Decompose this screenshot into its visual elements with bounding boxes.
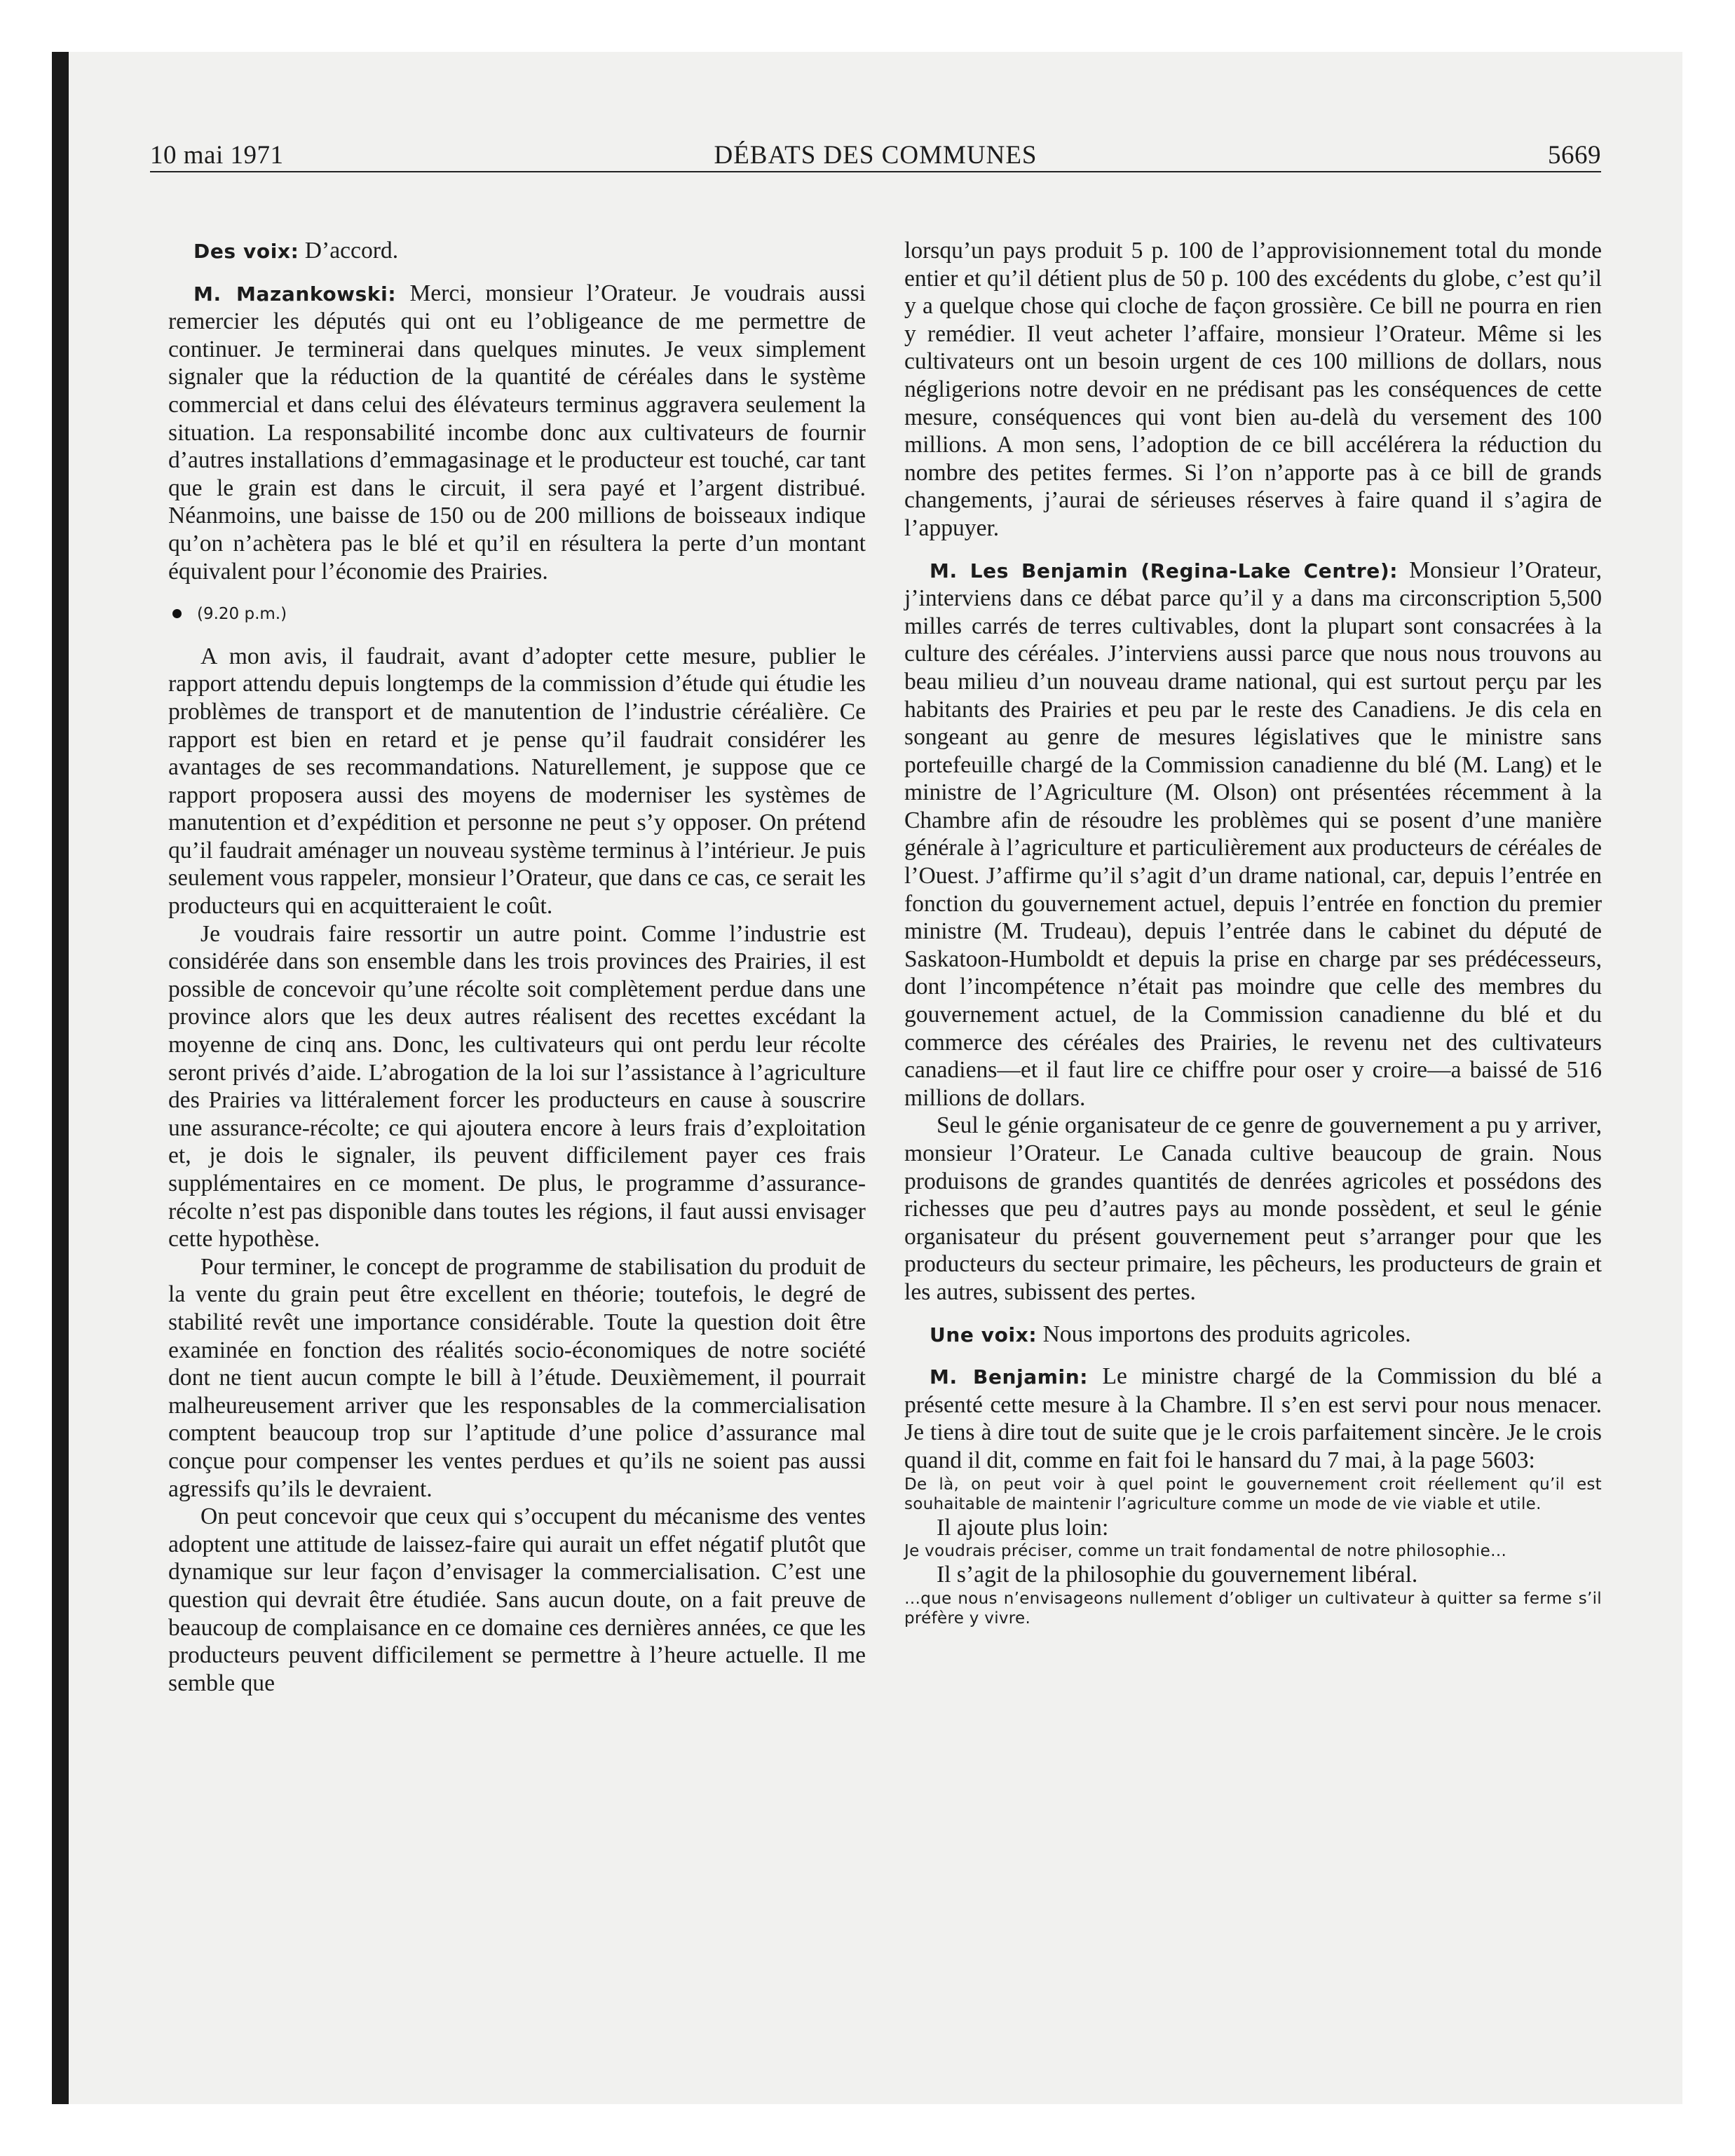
paragraph [168,280,866,586]
scan-binding-edge [52,52,69,2104]
speaker-name: Une voix: [930,1323,1037,1346]
block-quote: …que nous n’envisageons nullement d’obliger un cultivateur à quitter sa ferme s’il préfère y vivre. [904,1589,1602,1628]
block-quote: De là, on peut voir à quel point le gouvernement croit réellement qu’il est souhaitable de maintenir l’agriculture comme un mode de vie viable et utile. [904,1475,1602,1513]
speech-text: Merci, monsieur l’Orateur. Je voudrais aussi remercier les députés qui ont eu l’obligeance de me permettre de continuer. Je terminerai dans quelques minutes. Je veux simplement signaler que la réduction de la quantité de céréales dans le système commercial et dans celui des élévateurs terminus aggravera seulement la situation. La responsabilité incombe donc aux cultivateurs de fournir d’autres installations d’emmagasinage et le producteur est touché, car tant que le grain est dans le circuit, il sera payé et l’argent distribué. Néanmoins, une baisse de 150 ou de 200 millions de boisseaux indique qu’on n’achètera pas le blé et qu’il en résultera la perte d’un montant équivalent pour l’économie des Prairies. [168,280,866,585]
timestamp [168,601,866,629]
page-header [150,140,1601,175]
speech-text: Le ministre chargé de la Commission du blé a présenté cette mesure à la Chambre. Il s’en est servi pour nous menacer. Je tiens à dire tout de suite que je le crois parfaitement sincère. Je le crois quand il dit, comme en fait foi le hansard du 7 mai, à la page 5603: [904,1363,1602,1473]
header-page-number: 5669 [1548,141,1601,170]
paragraph [168,237,866,266]
speaker-name: M. Benjamin: [930,1365,1089,1389]
speaker-name: M. Mazankowski: [193,282,397,306]
paragraph: Seul le génie organisateur de ce genre de gouvernement a pu y arriver, monsieur l’Orateur. Le Canada cultive beaucoup de grain. Nous produisons de grandes quantités de denrées agricoles et possédons des richesses que peu d’autres pays au monde possèdent, et seul le génie organisateur du présent gouvernement peut s’arranger pour que les producteurs du secteur primaire, les pêcheurs, les producteurs de grain et les autres, subissent des pertes. [904,1112,1602,1305]
block-quote: Je voudrais préciser, comme un trait fondamental de notre philosophie… [904,1542,1507,1561]
speech-text: D’accord. [304,238,399,264]
right-column [904,237,1602,1628]
timestamp-text: (9.20 p.m.) [197,605,287,624]
paragraph: Il s’agit de la philosophie du gouvernement libéral. [937,1562,1418,1588]
paragraph: On peut concevoir que ceux qui s’occupent du mécanisme des ventes adoptent une attitude de laissez-faire qui aurait un effet négatif plutôt que dynamique sur leur façon d’envisager la commercialisation. C’est une question qui devrait être étudiée. Sans aucun doute, on a fait preuve de beaucoup de complaisance en ce domaine ces dernières années, ce que les producteurs peuvent difficilement se permettre à l’heure actuelle. Il me semble que [168,1503,866,1696]
speaker-name: M. Les Benjamin (Regina-Lake Centre): [930,559,1399,582]
bullet-icon [172,609,182,618]
left-column [168,237,866,1697]
paragraph [904,1363,1602,1474]
paragraph: Pour terminer, le concept de programme de stabilisation du produit de la vente du grain peut être excellent en théorie; toutefois, le degré de stabilité revêt une importance considérable. Toute la question doit être examinée en fonction des réalités socio-économiques de notre société dont ne tient aucun compte le bill à l’étude. Deuxièmement, il pourrait malheureusement arriver que les responsables de la commercialisation comptent beaucoup trop sur l’aptitude d’une police d’assurance mal conçue pour compenser les ventes perdues et qu’ils ne soient pas aussi agressifs qu’ils le devraient. [168,1253,866,1502]
speech-text: Nous importons des produits agricoles. [1042,1321,1411,1347]
paragraph: A mon avis, il faudrait, avant d’adopter cette mesure, publier le rapport attendu depuis longtemps de la commission d’étude qui étudie les problèmes de transport et de manutention de l’industrie céréalière. Ce rapport est bien en retard et je pense qu’il faudrait considérer les avantages de ses recommandations. Naturellement, je suppose que ce rapport proposera aussi des moyens de moderniser les systèmes de manutention et d’expédition et personne ne peut s’y opposer. On prétend qu’il faudrait aménager un nouveau système terminus à l’intérieur. Je puis seulement vous rappeler, monsieur l’Orateur, que dans ce cas, ce serait les producteurs qui en acquitteraient le coût. [168,643,866,920]
paragraph: lorsqu’un pays produit 5 p. 100 de l’approvisionnement total du monde entier et qu’il détient plus de 50 p. 100 des excédents du globe, c’est qu’il y a quelque chose qui cloche de façon grossière. Ce bill ne pourra en rien y remédier. Il veut acheter l’affaire, monsieur l’Orateur. Même si les cultivateurs ont un besoin urgent de ces 100 millions de dollars, nous négligerions notre devoir en ne prédisant pas les conséquences de cette mesure, conséquences qui vont bien au-delà du versement des 100 millions. A mon sens, l’adoption de ce bill accélérera la réduction du nombre des petites fermes. Si l’on n’apporte pas à ce bill de grands changements, j’aurai de sérieuses réserves à faire quand il s’agira de l’appuyer. [904,238,1602,541]
header-title: DÉBATS DES COMMUNES [714,141,1037,170]
header-date: 10 mai 1971 [150,141,284,170]
paragraph [904,557,1602,1112]
header-rule [150,171,1601,172]
paragraph [904,1321,1602,1349]
speech-text: Monsieur l’Orateur, j’interviens dans ce débat parce qu’il y a dans ma circonscription 5,500 milles carrés de terres cultivables, dont la plupart sont consacrées à la culture des céréales. J’interviens aussi parce que nous nous trouvons au beau milieu d’un nouveau drame national, qui est surtout perçu par les habitants des Prairies et peu par le reste des Canadiens. Je dis cela en songeant au genre de mesures législatives que le ministre sans portefeuille chargé de la Commission canadienne du blé (M. Lang) et le ministre de l’Agriculture (M. Olson) ont présentées récemment à la Chambre afin de résoudre les problèmes qui se posent d’une manière générale à l’agriculture et particulièrement aux producteurs de céréales de l’Ouest. J’affirme qu’il s’agit d’un drame national, car, depuis l’entrée en fonction du gouvernement actuel, depuis l’entrée en fonction du premier ministre (M. Trudeau), depuis l’entrée dans le cabinet du député de Saskatoon-Humboldt et depuis la prise en charge par ses prédécesseurs, dont l’incompétence n’était pas moindre que celle des membres du gouvernement actuel, de la Commission canadienne du blé et du commerce des céréales des Prairies, le revenu net des cultivateurs canadiens—et il faut lire ce chiffre pour oser y croire—a baissé de 516 millions de dollars. [904,557,1602,1111]
speaker-name: Des voix: [193,240,299,263]
paragraph: Je voudrais faire ressortir un autre point. Comme l’industrie est considérée dans son ensemble dans les trois provinces des Prairies, il est possible de concevoir qu’une récolte soit complètement perdue dans une province alors que les deux autres réalisent des recettes excédant la moyenne de cinq ans. Donc, les cultivateurs qui ont perdu leur récolte seront privés d’aide. L’abrogation de la loi sur l’assistance à l’agriculture des Prairies va littéralement forcer les producteurs en cause à souscrire une assurance-récolte; ce qui ajoutera encore à leurs frais d’exploitation et, je dois le signaler, ils peuvent difficilement payer ces frais supplémentaires en ce moment. De plus, le programme d’assurance-récolte n’est pas disponible dans toutes les régions, il faut aussi envisager cette hypothèse. [168,920,866,1253]
paragraph: Il ajoute plus loin: [937,1514,1109,1541]
